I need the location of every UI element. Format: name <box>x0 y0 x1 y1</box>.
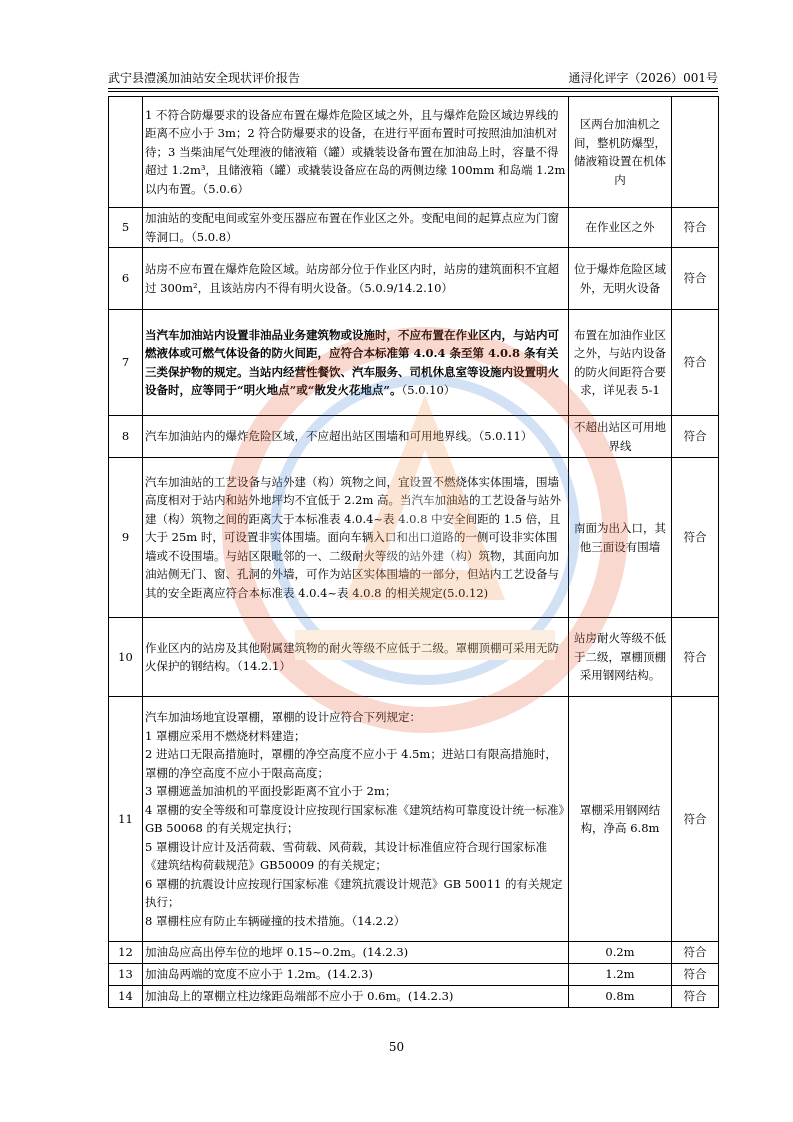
result: 符合 <box>672 986 719 1008</box>
check-table <box>108 96 719 1008</box>
requirement-text: 加油站的变配电间或室外变压器应布置在作业区之外。变配电间的起算点应为门窗等洞口。（5.0.8） <box>143 208 569 248</box>
requirement-line: 汽车加油场地宜设罩棚，罩棚的设计应符合下列规定： <box>145 710 421 724</box>
requirement-reference: （5.0.10） <box>401 383 456 397</box>
report-number: 通浔化评字（2026）001号 <box>568 71 718 85</box>
row-number: 13 <box>109 964 143 986</box>
requirement-bold-text: 当汽车加油站内设置非油品业务建筑物或设施时，不应布置在作业区内，与站内可燃液体或可燃气体设备的防火间距，应符合本标准第 4.0.4 条至第 4.0.8 条有关三类保护物的规定。当站内经营性餐饮、汽车服务、司机休息室等设施内设置明火设备时，应等同于“明火地点”或“散发火花地点”。 <box>145 327 559 397</box>
requirement-text: 加油岛应高出停车位的地坪 0.15~0.2m。(14.2.3) <box>143 942 569 964</box>
requirement-line: 2 进站口无限高措施时，罩棚的净空高度不应小于 4.5m；进站口有限高措施时，罩棚的净空高度不应小于限高高度； <box>145 747 557 780</box>
result: 符合 <box>672 248 719 310</box>
page-header <box>108 70 718 89</box>
result: 符合 <box>672 458 719 618</box>
actual-situation: 不超出站区可用地界线 <box>569 416 672 458</box>
result: 符合 <box>672 310 719 416</box>
row-number: 12 <box>109 942 143 964</box>
actual-situation: 0.2m <box>569 942 672 964</box>
requirement-text: 1 不符合防爆要求的设备应布置在爆炸危险区域之外，且与爆炸危险区域边界线的距离不应小于 3m；2 符合防爆要求的设备，在进行平面布置时可按照油加油机对待；3 当柴油尾气处理液的储液箱（罐）或撬装设备布置在加油岛上时，容量不得超过 1.2m³，且储液箱（罐）或撬装设备应在岛的两侧边缘 100mm 和岛端 1.2m 以内布置。（5.0.6） <box>143 97 569 208</box>
actual-situation: 站房耐火等级不低于二级，罩棚顶棚采用钢网结构。 <box>569 618 672 697</box>
actual-situation: 区两台加油机之间，整机防爆型，储液箱设置在机体内 <box>569 97 672 208</box>
requirement-text: 作业区内的站房及其他附属建筑物的耐火等级不应低于二级。罩棚顶棚可采用无防火保护的钢结构。（14.2.1） <box>143 618 569 697</box>
requirement-line: 3 罩棚遮盖加油机的平面投影距离不宜小于 2m； <box>145 784 397 798</box>
requirement-line: 4 罩棚的安全等级和可靠度设计应按现行国家标准《建筑结构可靠度设计统一标准》GB 50068 的有关规定执行； <box>145 802 565 835</box>
result: 符合 <box>672 942 719 964</box>
table-row <box>109 618 719 697</box>
actual-situation: 1.2m <box>569 964 672 986</box>
table-row <box>109 208 719 248</box>
table-row <box>109 986 719 1008</box>
row-number: 14 <box>109 986 143 1008</box>
row-number: 9 <box>109 458 143 618</box>
result: 符合 <box>672 697 719 942</box>
row-number: 11 <box>109 697 143 942</box>
requirement-text: 站房不应布置在爆炸危险区域。站房部分位于作业区内时，站房的建筑面积不宜超过 300m²，且该站房内不得有明火设备。（5.0.9/14.2.10） <box>143 248 569 310</box>
actual-situation: 在作业区之外 <box>569 208 672 248</box>
row-number: 6 <box>109 248 143 310</box>
requirement-line: 5 罩棚设计应计及活荷载、雪荷载、风荷载，其设计标准值应符合现行国家标准《建筑结构荷载规范》GB50009 的有关规定； <box>145 839 547 872</box>
result <box>672 97 719 208</box>
requirement-text <box>143 310 569 416</box>
result: 符合 <box>672 208 719 248</box>
requirement-line: 6 罩棚的抗震设计应按现行国家标准《建筑抗震设计规范》GB 50011 的有关规定执行； <box>145 876 563 909</box>
table-row <box>109 942 719 964</box>
report-title: 武宁县澧溪加油站安全现状评价报告 <box>108 71 301 85</box>
table-row <box>109 310 719 416</box>
row-number: 10 <box>109 618 143 697</box>
row-number: 5 <box>109 208 143 248</box>
table-row <box>109 416 719 458</box>
page-number: 50 <box>388 1040 405 1054</box>
requirement-line: 1 罩棚应采用不燃烧材料建造； <box>145 728 306 743</box>
requirement-text <box>143 697 569 942</box>
actual-situation: 罩棚采用钢网结构，净高 6.8m <box>569 697 672 942</box>
requirement-text: 汽车加油站的工艺设备与站外建（构）筑物之间，宜设置不燃烧体实体围墙，围墙高度相对于站内和站外地坪均不宜低于 2.2m 高。当汽车加油站的工艺设备与站外建（构）筑物之间的距离大于本标准表 4.0.4~表 4.0.8 中安全间距的 1.5 倍，且大于 25m 时，可设置非实体围墙。面向车辆入口和出口道路的一侧可设非实体围墙或不设围墙。与站区限毗邻的一、二级耐火等级的站外建（构）筑物，其面向加油站侧无门、窗、孔洞的外墙，可作为站区实体围墙的一部分，但站内工艺设备与其的安全距离应符合本标准表 4.0.4~表 4.0.8 的相关规定(5.0.12) <box>143 458 569 618</box>
table-row <box>109 697 719 942</box>
result: 符合 <box>672 964 719 986</box>
requirement-text: 汽车加油站内的爆炸危险区域，不应超出站区围墙和可用地界线。（5.0.11） <box>143 416 569 458</box>
table-row <box>109 964 719 986</box>
row-number: 8 <box>109 416 143 458</box>
actual-situation: 布置在加油作业区之外，与站内设备的防火间距符合要求，详见表 5-1 <box>569 310 672 416</box>
row-number: 7 <box>109 310 143 416</box>
table-row <box>109 458 719 618</box>
result: 符合 <box>672 416 719 458</box>
actual-situation: 南面为出入口，其他三面设有围墙 <box>569 458 672 618</box>
row-number <box>109 97 143 208</box>
table-row <box>109 248 719 310</box>
requirement-line: 8 罩棚柱应有防止车辆碰撞的技术措施。（14.2.2） <box>145 913 406 928</box>
actual-situation: 位于爆炸危险区域外，无明火设备 <box>569 248 672 310</box>
actual-situation: 0.8m <box>569 986 672 1008</box>
header-divider <box>108 91 718 92</box>
requirement-text: 加油岛两端的宽度不应小于 1.2m。(14.2.3) <box>143 964 569 986</box>
result: 符合 <box>672 618 719 697</box>
requirement-text: 加油岛上的罩棚立柱边缘距岛端部不应小于 0.6m。(14.2.3) <box>143 986 569 1008</box>
table-row <box>109 97 719 208</box>
